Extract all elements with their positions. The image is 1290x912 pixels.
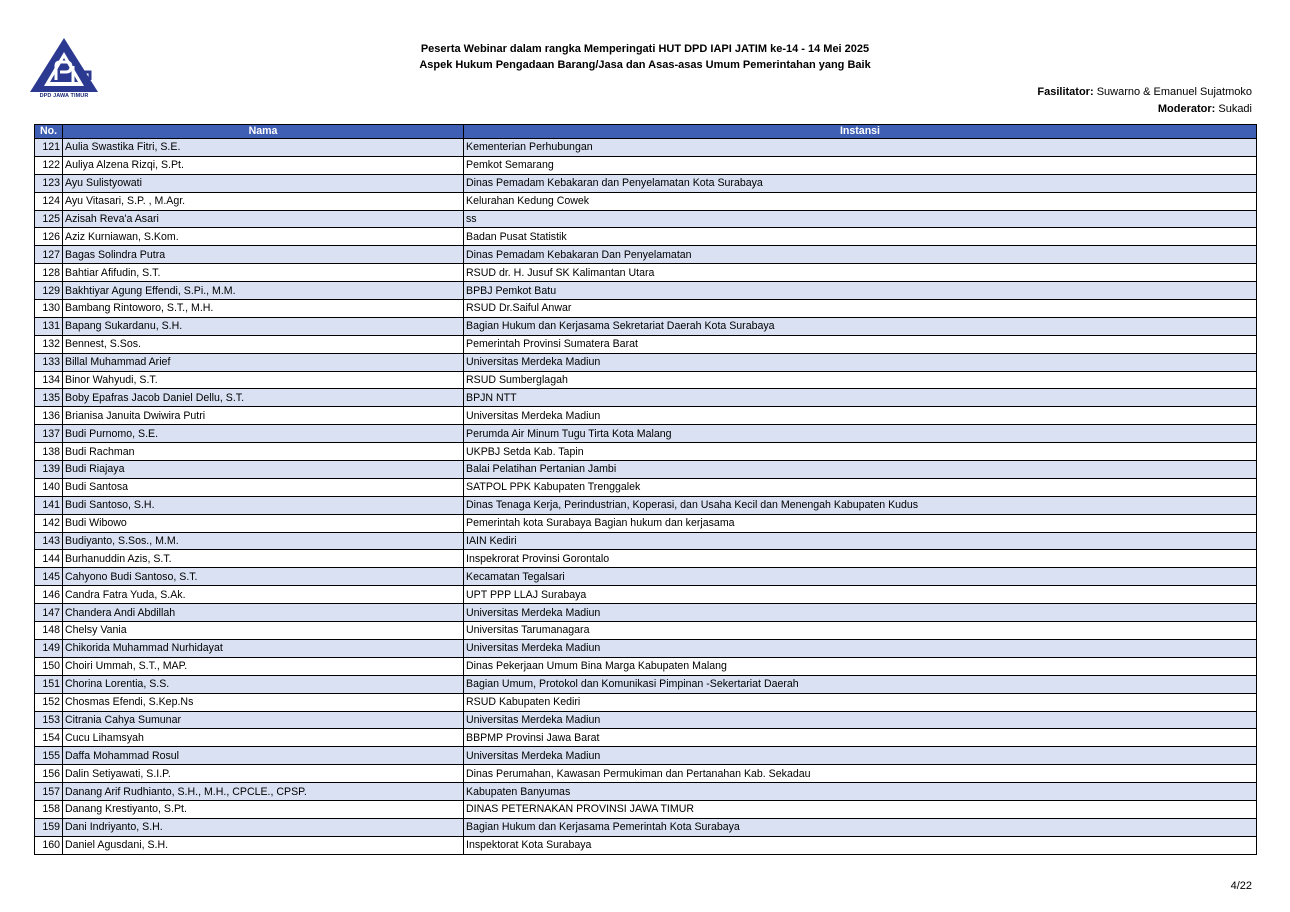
cell-instansi: BPBJ Pemkot Batu — [464, 282, 1257, 300]
cell-instansi: Kementerian Perhubungan — [464, 139, 1257, 157]
cell-nama: Brianisa Januita Dwiwira Putri — [63, 407, 464, 425]
cell-no: 160 — [35, 836, 63, 854]
table-row — [35, 514, 1257, 532]
table-row — [35, 246, 1257, 264]
title-line-2: Aspek Hukum Pengadaan Barang/Jasa dan Asas-asas Umum Pemerintahan yang Baik — [419, 59, 871, 71]
table-row — [35, 657, 1257, 675]
table-row — [35, 210, 1257, 228]
table-row — [35, 478, 1257, 496]
cell-no: 153 — [35, 711, 63, 729]
cell-no: 143 — [35, 532, 63, 550]
cell-nama: Danang Arif Rudhianto, S.H., M.H., CPCLE., CPSP. — [63, 783, 464, 801]
cell-nama: Chikorida Muhammad Nurhidayat — [63, 639, 464, 657]
table-row — [35, 371, 1257, 389]
cell-no: 147 — [35, 604, 63, 622]
table-row — [35, 711, 1257, 729]
cell-no: 134 — [35, 371, 63, 389]
cell-nama: Budi Purnomo, S.E. — [63, 425, 464, 443]
cell-no: 157 — [35, 783, 63, 801]
cell-no: 139 — [35, 461, 63, 479]
cell-no: 122 — [35, 156, 63, 174]
table-row — [35, 729, 1257, 747]
cell-nama: Chosmas Efendi, S.Kep.Ns — [63, 693, 464, 711]
column-header-instansi: Instansi — [464, 125, 1257, 139]
table-row — [35, 747, 1257, 765]
logo-caption: DPD JAWA TIMUR — [39, 93, 89, 99]
cell-instansi: RSUD dr. H. Jusuf SK Kalimantan Utara — [464, 264, 1257, 282]
organization-logo — [26, 36, 102, 102]
cell-nama: Chorina Lorentia, S.S. — [63, 675, 464, 693]
cell-no: 129 — [35, 282, 63, 300]
table-row — [35, 335, 1257, 353]
cell-nama: Daniel Agusdani, S.H. — [63, 836, 464, 854]
cell-nama: Candra Fatra Yuda, S.Ak. — [63, 586, 464, 604]
table-row — [35, 264, 1257, 282]
table-row — [35, 604, 1257, 622]
moderator-value: Sukadi — [1218, 103, 1252, 115]
cell-nama: Bapang Sukardanu, S.H. — [63, 317, 464, 335]
cell-nama: Ayu Vitasari, S.P. , M.Agr. — [63, 192, 464, 210]
cell-instansi: BPJN NTT — [464, 389, 1257, 407]
cell-nama: Choiri Ummah, S.T., MAP. — [63, 657, 464, 675]
cell-no: 156 — [35, 765, 63, 783]
cell-no: 125 — [35, 210, 63, 228]
cell-instansi: Universitas Merdeka Madiun — [464, 407, 1257, 425]
cell-no: 149 — [35, 639, 63, 657]
table-row — [35, 622, 1257, 640]
cell-no: 140 — [35, 478, 63, 496]
cell-no: 132 — [35, 335, 63, 353]
cell-nama: Boby Epafras Jacob Daniel Dellu, S.T. — [63, 389, 464, 407]
cell-nama: Dani Indriyanto, S.H. — [63, 818, 464, 836]
facilitator-line — [1037, 84, 1252, 101]
cell-nama: Binor Wahyudi, S.T. — [63, 371, 464, 389]
table-row — [35, 425, 1257, 443]
cell-instansi: UKPBJ Setda Kab. Tapin — [464, 443, 1257, 461]
cell-no: 142 — [35, 514, 63, 532]
table-row — [35, 693, 1257, 711]
cell-no: 154 — [35, 729, 63, 747]
cell-no: 130 — [35, 300, 63, 318]
cell-instansi: Inspekrorat Provinsi Gorontalo — [464, 550, 1257, 568]
cell-nama: Dalin Setiyawati, S.I.P. — [63, 765, 464, 783]
cell-no: 138 — [35, 443, 63, 461]
cell-no: 144 — [35, 550, 63, 568]
table-row — [35, 765, 1257, 783]
cell-instansi: Universitas Merdeka Madiun — [464, 639, 1257, 657]
moderator-label: Moderator: — [1157, 103, 1216, 115]
cell-instansi: Universitas Merdeka Madiun — [464, 747, 1257, 765]
cell-nama: Budi Rachman — [63, 443, 464, 461]
table-row — [35, 407, 1257, 425]
cell-instansi: UPT PPP LLAJ Surabaya — [464, 586, 1257, 604]
cell-instansi: RSUD Kabupaten Kediri — [464, 693, 1257, 711]
table-row — [35, 192, 1257, 210]
cell-nama: Bagas Solindra Putra — [63, 246, 464, 264]
cell-no: 133 — [35, 353, 63, 371]
column-header-nama: Nama — [63, 125, 464, 139]
cell-instansi: ss — [464, 210, 1257, 228]
cell-instansi: Pemkot Semarang — [464, 156, 1257, 174]
table-row — [35, 783, 1257, 801]
cell-instansi: Bagian Hukum dan Kerjasama Sekretariat Daerah Kota Surabaya — [464, 317, 1257, 335]
cell-nama: Budiyanto, S.Sos., M.M. — [63, 532, 464, 550]
cell-no: 141 — [35, 496, 63, 514]
cell-nama: Azisah Reva'a Asari — [63, 210, 464, 228]
table-header — [35, 125, 1257, 139]
table-row — [35, 317, 1257, 335]
cell-nama: Aziz Kurniawan, S.Kom. — [63, 228, 464, 246]
cell-instansi: Universitas Merdeka Madiun — [464, 711, 1257, 729]
cell-instansi: Dinas Pekerjaan Umum Bina Marga Kabupaten Malang — [464, 657, 1257, 675]
table-row — [35, 461, 1257, 479]
cell-instansi: Kabupaten Banyumas — [464, 783, 1257, 801]
moderator-line — [1037, 101, 1252, 118]
title-line-1: Peserta Webinar dalam rangka Memperingati HUT DPD IAPI JATIM ke-14 - 14 Mei 2025 — [420, 43, 870, 55]
cell-instansi: Bagian Hukum dan Kerjasama Pemerintah Kota Surabaya — [464, 818, 1257, 836]
cell-instansi: Universitas Merdeka Madiun — [464, 604, 1257, 622]
table-row — [35, 550, 1257, 568]
cell-instansi: Universitas Merdeka Madiun — [464, 353, 1257, 371]
cell-instansi: Balai Pelatihan Pertanian Jambi — [464, 461, 1257, 479]
cell-instansi: Perumda Air Minum Tugu Tirta Kota Malang — [464, 425, 1257, 443]
table-row — [35, 443, 1257, 461]
table-row — [35, 818, 1257, 836]
column-header-no: No. — [35, 125, 63, 139]
cell-no: 136 — [35, 407, 63, 425]
cell-nama: Citrania Cahya Sumunar — [63, 711, 464, 729]
table-row — [35, 353, 1257, 371]
table-row — [35, 836, 1257, 854]
cell-instansi: Dinas Pemadam Kebakaran dan Penyelamatan Kota Surabaya — [464, 174, 1257, 192]
cell-instansi: Dinas Perumahan, Kawasan Permukiman dan Pertanahan Kab. Sekadau — [464, 765, 1257, 783]
cell-nama: Cahyono Budi Santoso, S.T. — [63, 568, 464, 586]
cell-no: 150 — [35, 657, 63, 675]
cell-no: 137 — [35, 425, 63, 443]
cell-nama: Ayu Sulistyowati — [63, 174, 464, 192]
cell-no: 135 — [35, 389, 63, 407]
table-row — [35, 639, 1257, 657]
cell-instansi: Pemerintah kota Surabaya Bagian hukum dan kerjasama — [464, 514, 1257, 532]
cell-nama: Bakhtiyar Agung Effendi, S.Pi., M.M. — [63, 282, 464, 300]
cell-instansi: Pemerintah Provinsi Sumatera Barat — [464, 335, 1257, 353]
cell-nama: Budi Wibowo — [63, 514, 464, 532]
table-row — [35, 568, 1257, 586]
cell-nama: Budi Santoso, S.H. — [63, 496, 464, 514]
facilitator-info — [1037, 84, 1252, 118]
table-row — [35, 300, 1257, 318]
cell-nama: Bennest, S.Sos. — [63, 335, 464, 353]
cell-instansi: Dinas Tenaga Kerja, Perindustrian, Koperasi, dan Usaha Kecil dan Menengah Kabupaten Kudus — [464, 496, 1257, 514]
cell-no: 131 — [35, 317, 63, 335]
cell-instansi: SATPOL PPK Kabupaten Trenggalek — [464, 478, 1257, 496]
cell-no: 155 — [35, 747, 63, 765]
cell-instansi: Dinas Pemadam Kebakaran Dan Penyelamatan — [464, 246, 1257, 264]
cell-no: 151 — [35, 675, 63, 693]
table-body — [35, 139, 1257, 855]
cell-instansi: BBPMP Provinsi Jawa Barat — [464, 729, 1257, 747]
header-row — [35, 125, 1257, 139]
cell-instansi: Bagian Umum, Protokol dan Komunikasi Pimpinan -Sekertariat Daerah — [464, 675, 1257, 693]
table-row — [35, 139, 1257, 157]
iapi-emblem-icon — [26, 36, 102, 94]
cell-nama: Burhanuddin Azis, S.T. — [63, 550, 464, 568]
cell-no: 148 — [35, 622, 63, 640]
cell-no: 126 — [35, 228, 63, 246]
cell-no: 146 — [35, 586, 63, 604]
cell-nama: Budi Riajaya — [63, 461, 464, 479]
cell-no: 127 — [35, 246, 63, 264]
table-row — [35, 389, 1257, 407]
cell-nama: Cucu Lihamsyah — [63, 729, 464, 747]
cell-nama: Daffa Mohammad Rosul — [63, 747, 464, 765]
cell-instansi: Kelurahan Kedung Cowek — [464, 192, 1257, 210]
cell-instansi: RSUD Dr.Saiful Anwar — [464, 300, 1257, 318]
table-row — [35, 282, 1257, 300]
cell-nama: Bahtiar Afifudin, S.T. — [63, 264, 464, 282]
cell-instansi: Universitas Tarumanagara — [464, 622, 1257, 640]
cell-nama: Budi Santosa — [63, 478, 464, 496]
cell-no: 121 — [35, 139, 63, 157]
cell-no: 128 — [35, 264, 63, 282]
cell-nama: Chelsy Vania — [63, 622, 464, 640]
facilitator-label: Fasilitator: — [1037, 86, 1094, 98]
table-row — [35, 532, 1257, 550]
cell-instansi: DINAS PETERNAKAN PROVINSI JAWA TIMUR — [464, 800, 1257, 818]
cell-no: 152 — [35, 693, 63, 711]
table-row — [35, 228, 1257, 246]
cell-instansi: Inspektorat Kota Surabaya — [464, 836, 1257, 854]
table-row — [35, 586, 1257, 604]
facilitator-value: Suwarno & Emanuel Sujatmoko — [1096, 86, 1252, 98]
cell-instansi: RSUD Sumberglagah — [464, 371, 1257, 389]
cell-instansi: Badan Pusat Statistik — [464, 228, 1257, 246]
cell-no: 123 — [35, 174, 63, 192]
cell-instansi: IAIN Kediri — [464, 532, 1257, 550]
cell-no: 158 — [35, 800, 63, 818]
cell-no: 145 — [35, 568, 63, 586]
cell-nama: Danang Krestiyanto, S.Pt. — [63, 800, 464, 818]
cell-nama: Bambang Rintoworo, S.T., M.H. — [63, 300, 464, 318]
table-row — [35, 174, 1257, 192]
cell-instansi: Kecamatan Tegalsari — [464, 568, 1257, 586]
table-row — [35, 675, 1257, 693]
cell-no: 124 — [35, 192, 63, 210]
participant-table — [34, 124, 1257, 855]
cell-nama: Billal Muhammad Arief — [63, 353, 464, 371]
table-row — [35, 156, 1257, 174]
cell-nama: Chandera Andi Abdillah — [63, 604, 464, 622]
table-row — [35, 800, 1257, 818]
cell-nama: Aulia Swastika Fitri, S.E. — [63, 139, 464, 157]
table-row — [35, 496, 1257, 514]
cell-nama: Auliya Alzena Rizqi, S.Pt. — [63, 156, 464, 174]
document-title — [300, 41, 990, 73]
page-number: 4/22 — [1230, 880, 1252, 892]
cell-no: 159 — [35, 818, 63, 836]
